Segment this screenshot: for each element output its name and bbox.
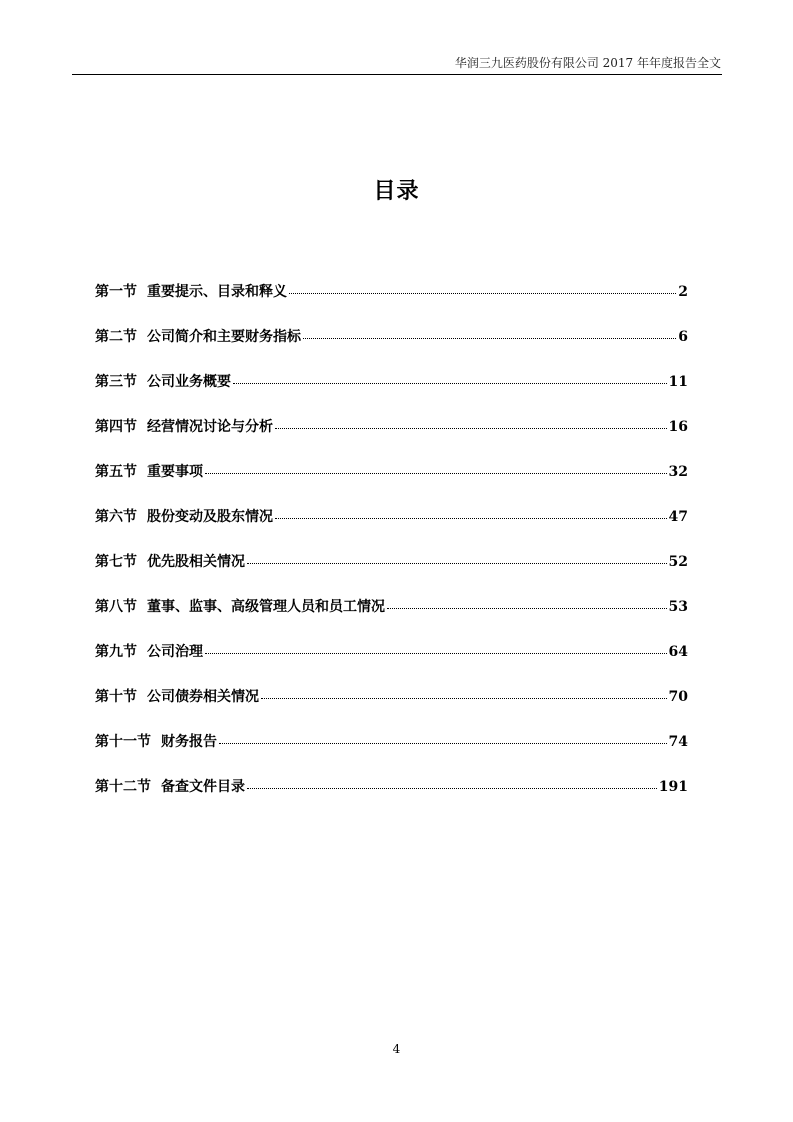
toc-entry-12[interactable] <box>95 776 688 821</box>
toc-page-number: 47 <box>668 509 688 525</box>
toc-section-number: 第十一节 <box>95 734 151 750</box>
toc-section-number: 第十二节 <box>95 779 151 795</box>
dot-leader <box>289 292 676 294</box>
dot-leader <box>205 652 667 654</box>
toc-section-number: 第七节 <box>95 554 137 570</box>
toc-page-number: 6 <box>678 329 688 345</box>
toc-entry-8[interactable] <box>95 596 688 641</box>
toc-heading: 公司治理 <box>147 644 203 660</box>
header-divider <box>72 74 722 75</box>
toc-entry-4[interactable] <box>95 416 688 461</box>
toc-section-number: 第二节 <box>95 329 137 345</box>
dot-leader <box>205 472 667 474</box>
toc-page-number: 2 <box>678 284 688 300</box>
toc-page-number: 52 <box>668 554 688 570</box>
toc-heading: 公司债券相关情况 <box>147 689 259 705</box>
toc-entry-1[interactable] <box>95 281 688 326</box>
toc-page-number: 16 <box>668 419 688 435</box>
toc-entry-10[interactable] <box>95 686 688 731</box>
page-number: 4 <box>392 1042 401 1056</box>
toc-heading: 重要事项 <box>147 464 203 480</box>
toc-page-number: 70 <box>668 689 688 705</box>
toc-heading: 经营情况讨论与分析 <box>147 419 273 435</box>
toc-page-number: 64 <box>668 644 688 660</box>
toc-page-number: 32 <box>668 464 688 480</box>
toc-heading: 公司业务概要 <box>147 374 231 390</box>
toc-heading: 股份变动及股东情况 <box>147 509 273 525</box>
toc-heading: 财务报告 <box>161 734 217 750</box>
toc-entry-3[interactable] <box>95 371 688 416</box>
table-of-contents <box>95 281 688 821</box>
toc-heading: 优先股相关情况 <box>147 554 245 570</box>
toc-heading: 公司简介和主要财务指标 <box>147 329 301 345</box>
dot-leader <box>387 607 667 609</box>
toc-entry-6[interactable] <box>95 506 688 551</box>
toc-heading: 重要提示、目录和释义 <box>147 284 287 300</box>
dot-leader <box>219 742 667 744</box>
running-header: 华润三九医药股份有限公司 2017 年年度报告全文 <box>454 56 721 70</box>
dot-leader <box>233 382 667 384</box>
dot-leader <box>275 427 667 429</box>
toc-section-number: 第一节 <box>95 284 137 300</box>
dot-leader <box>303 337 676 339</box>
toc-entry-2[interactable] <box>95 326 688 371</box>
toc-entry-5[interactable] <box>95 461 688 506</box>
toc-page-number: 74 <box>668 734 688 750</box>
toc-page-number: 53 <box>668 599 688 615</box>
toc-section-number: 第四节 <box>95 419 137 435</box>
toc-page-number: 191 <box>658 779 688 795</box>
dot-leader <box>247 787 657 789</box>
toc-entry-11[interactable] <box>95 731 688 776</box>
page-title: 目录 <box>373 179 420 204</box>
dot-leader <box>261 697 667 699</box>
toc-heading: 董事、监事、高级管理人员和员工情况 <box>147 599 385 615</box>
toc-heading: 备查文件目录 <box>161 779 245 795</box>
toc-section-number: 第五节 <box>95 464 137 480</box>
toc-entry-7[interactable] <box>95 551 688 596</box>
toc-section-number: 第六节 <box>95 509 137 525</box>
toc-section-number: 第十节 <box>95 689 137 705</box>
dot-leader <box>275 517 667 519</box>
toc-section-number: 第三节 <box>95 374 137 390</box>
dot-leader <box>247 562 667 564</box>
toc-entry-9[interactable] <box>95 641 688 686</box>
toc-section-number: 第九节 <box>95 644 137 660</box>
toc-section-number: 第八节 <box>95 599 137 615</box>
toc-page-number: 11 <box>668 374 688 390</box>
